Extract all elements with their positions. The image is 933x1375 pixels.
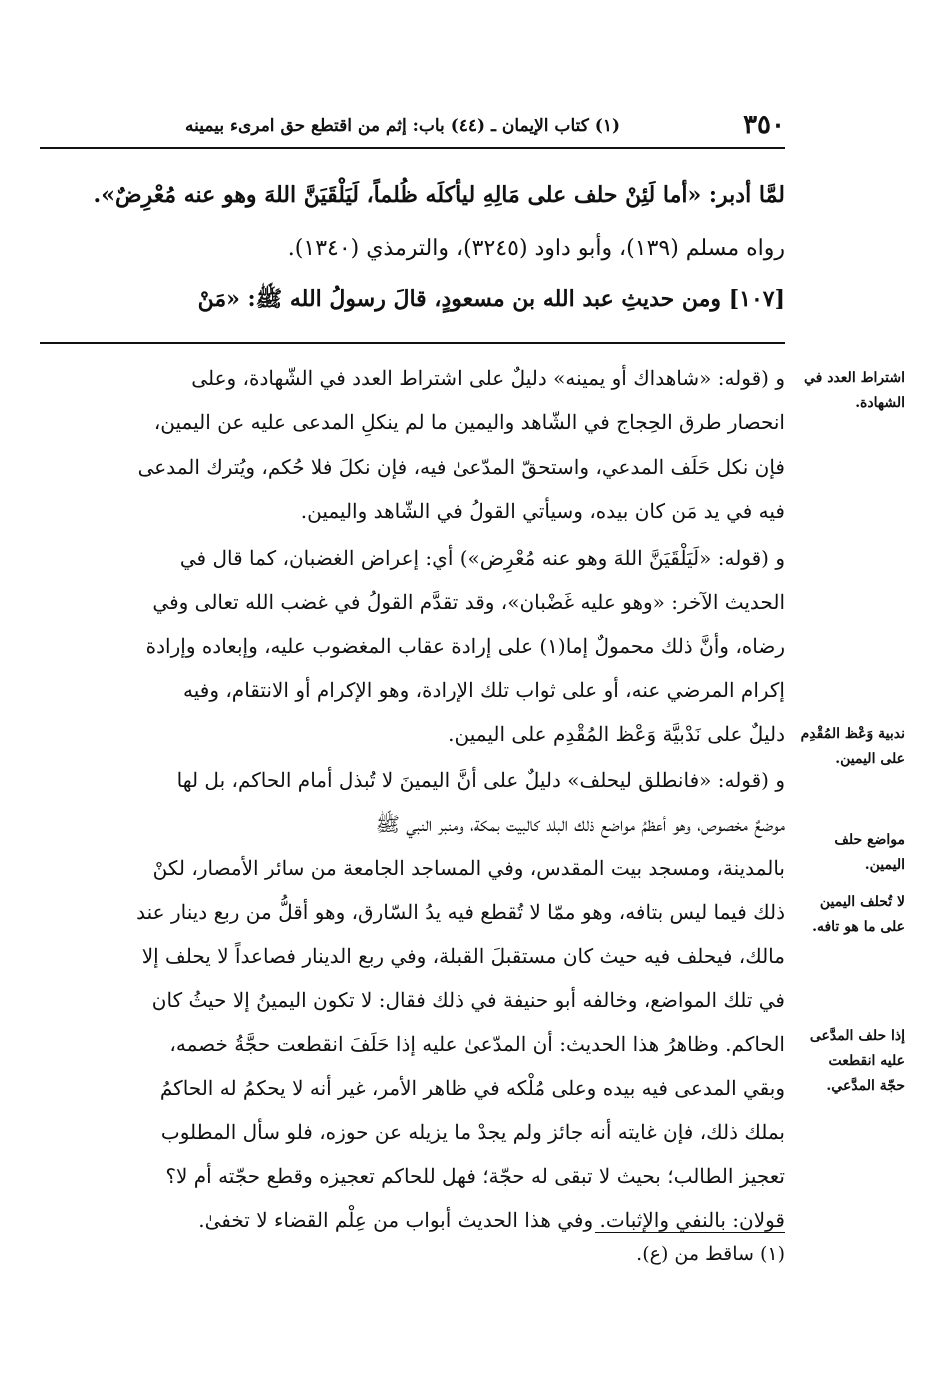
section-divider [40, 342, 785, 344]
margin-note: اشتراط العدد في الشهادة. [803, 370, 905, 411]
commentary-line: و (قوله: «لَيَلْقَيَنَّ اللهَ وهو عنه مُعْرِض») أي: إعراض الغضبان، كما قال في [179, 546, 785, 570]
commentary-line: في تلك المواضع، وخالفه أبو حنيفة في ذلك فقال: لا تكون اليمينُ إلا حيثُ كان [151, 988, 785, 1012]
page-number: ٣٥٠ [743, 110, 785, 140]
commentary-line: وبقي المدعى فيه بيده وعلى مُلْكه في ظاهر الأمر، غير أنه لا يحكمُ له الحاكمُ [159, 1076, 785, 1100]
commentary-line: موضعٌ مخصوص، وهو أعظمُ مواضع ذلك البلد كالبيت بمكة، ومنبر النبي ﷺ [375, 812, 785, 836]
commentary-line: دليلٌ على نَدْبيَّة وَعْظ المُقْدِم على اليمين. [448, 722, 785, 746]
commentary-line: إكرام المرضي عنه، أو على ثواب تلك الإرادة، وهو الإكرام أو الانتقام، وفيه [183, 678, 785, 702]
commentary-line: مالك، فيحلف فيه حيث كان مستقبلَ القبلة، وفي ربع الدينار فصاعداً لا يحلف إلا [141, 944, 785, 968]
footnote-rule [595, 1232, 785, 1233]
running-title: (١) كتاب الإيمان ـ (٤٤) باب: إثم من اقتطع حق امرىء بيمينه [185, 116, 620, 136]
header-rule [40, 147, 785, 149]
margin-note: مواضع حلف اليمين. [834, 832, 905, 873]
commentary-line: بالمدينة، ومسجد بيت المقدس، وفي المساجد الجامعة من سائر الأمصار، لكنْ [152, 856, 785, 880]
hadith-line: رواه مسلم (١٣٩)، وأبو داود (٣٢٤٥)، والترمذي (١٣٤٠). [287, 236, 785, 261]
commentary-line: رضاه، وأنَّ ذلك محمولٌ إما(١) على إرادة عقاب المغضوب عليه، وإبعاده وإرادة [145, 634, 785, 658]
footnote: (١) ساقط من (ع). [636, 1243, 785, 1265]
margin-note: إذا حلف المدَّعى عليه انقطعت حجّة المدَّعي. [809, 1028, 905, 1094]
page-header [40, 110, 785, 146]
commentary-line: و (قوله: «شاهداك أو يمينه» دليلٌ على اشتراط العدد في الشّهادة، وعلى [191, 366, 785, 390]
commentary-line: تعجيز الطالب؛ بحيث لا تبقى له حجّة؛ فهل للحاكم تعجيزه وقطع حجّته أم لا؟ [165, 1164, 785, 1188]
hadith-line: لمَّا أدبر: «أما لَئِنْ حلف على مَالِهِ ليأكلَه ظُلماً، لَيَلْقَيَنَّ اللهَ وهو عنه مُعْرِضٌ». [93, 182, 785, 208]
hadith-line: [١٠٧] ومن حديثِ عبد الله بن مسعودٍ، قالَ رسولُ الله ﷺ: «مَنْ [197, 286, 785, 312]
margin-note: لا تُحلف اليمين على ما هو تافه. [812, 894, 905, 935]
commentary-line: فإن نكل حَلَف المدعي، واستحقّ المدّعىٰ فيه، فإن نكلَ فلا حُكم، ويُترك المدعى [137, 455, 785, 479]
commentary-line: فيه في يد مَن كان بيده، وسيأتي القولُ في الشّاهد واليمين. [300, 499, 785, 523]
commentary-line: و (قوله: «فانطلق ليحلف» دليلٌ على أنَّ اليمينَ لا تُبذل أمام الحاكم، بل لها [176, 768, 785, 792]
commentary-line: الحديث الآخر: «وهو عليه غَضْبان»، وقد تقدَّم القولُ في غضب الله تعالى وفي [152, 590, 785, 614]
commentary-line: بملك ذلك، فإن غايته أنه جائز ولم يجدْ ما يزيله عن حوزه، فلو سأل المطلوب [160, 1120, 785, 1144]
commentary-line: الحاكم. وظاهرُ هذا الحديث: أن المدّعىٰ عليه إذا حَلَفَ انقطعت حجَّةُ خصمه، [169, 1032, 785, 1056]
margin-note: ندبية وَعْظ المُقْدِم على اليمين. [800, 726, 905, 767]
commentary-line: انحصار طرق الحِجاج في الشّاهد واليمين ما لم ينكلِ المدعى عليه عن اليمين، [153, 410, 785, 434]
commentary-line: ذلك فيما ليس بتافه، وهو ممّا لا تُقطع فيه يدُ السّارق، وهو أقلُّ من ربع دينار عند [136, 900, 785, 924]
commentary-line: قولان: بالنفي والإثبات. وفي هذا الحديث أبواب من عِلْم القضاء لا تخفىٰ. [198, 1208, 785, 1232]
